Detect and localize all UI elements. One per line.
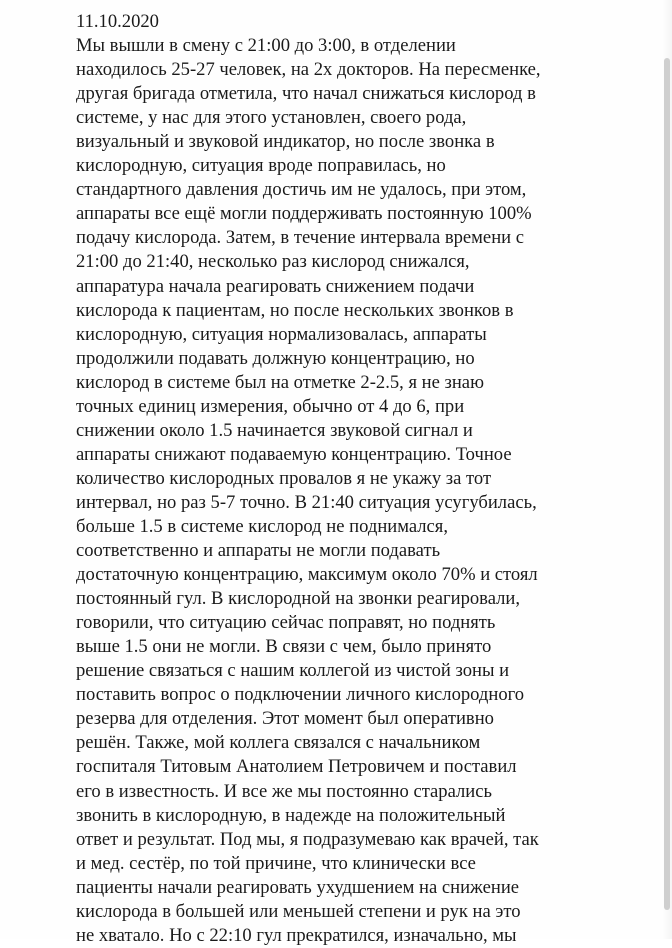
text-line: решён. Также, мой коллега связался с начальником [76,732,481,754]
text-line: количество кислородных провалов я не укажу за тот [76,467,492,489]
text-line: системе, у нас для этого установлен, своего рода, [76,107,467,129]
text-line: его в известность. И все же мы постоянно старались [76,780,492,802]
text-line: резерва для отделения. Этот момент был оперативно [76,708,494,730]
text-line: визуальный и звуковой индикатор, но после звонка в [76,131,495,153]
text-line: кислородную, ситуация нормализовалась, аппараты [76,323,487,345]
text-line: госпиталя Титовым Анатолием Петровичем и поставил [76,756,517,778]
document-date: 11.10.2020 [76,11,159,32]
text-line: кислород в системе был на отметке 2-2.5, я не знаю [76,371,484,393]
text-line: точных единиц измерения, обычно от 4 до 6, при [76,395,465,417]
text-line: аппараты снижают подаваемую концентрацию. Точное [76,443,512,465]
text-line: решение связаться с нашим коллегой из чистой зоны и [76,660,510,682]
text-line: постоянный гул. В кислородной на звонки реагировали, [76,588,520,610]
text-line: соответственно и аппараты не могли подавать [76,540,441,562]
text-line: ответ и результат. Под мы, я подразумеваю как врачей, так [76,828,539,850]
text-line: аппараты все ещё могли поддерживать постоянную 100% [76,203,532,225]
text-line: подачу кислорода. Затем, в течение интервала времени с [76,227,524,249]
text-line: кислорода в большей или меньшей степени и рук на это [76,900,521,922]
text-line: кислорода к пациентам, но после нескольких звонков в [76,299,514,321]
text-line: достаточную концентрацию, максимум около 70% и стоял [76,564,538,586]
text-line: находилось 25-27 человек, на 2х докторов. На пересменке, [76,59,541,81]
text-line: интервал, но раз 5-7 точно. В 21:40 ситуация усугубилась, [76,491,537,513]
text-line: говорили, что ситуацию сейчас поправят, но поднять [76,612,496,634]
vertical-scrollbar[interactable] [664,58,670,910]
text-line: кислородную, ситуация вроде поправилась, но [76,155,446,177]
text-line: аппаратура начала реагировать снижением подачи [76,275,475,297]
text-line: снижении около 1.5 начинается звуковой сигнал и [76,419,473,441]
text-line: 21:00 до 21:40, несколько раз кислород снижался, [76,251,470,273]
text-line: поставить вопрос о подключении личного кислородного [76,684,525,706]
text-line: продолжили подавать должную концентрацию, но [76,347,475,369]
text-line: выше 1.5 они не могли. В связи с чем, было принято [76,636,492,658]
text-line: больше 1.5 в системе кислород не поднимался, [76,515,449,537]
text-line: и мед. сестёр, по той причине, что клинически все [76,852,476,874]
text-line: пациенты начали реагировать ухудшением на снижение [76,876,520,898]
text-line: стандартного давления достичь им не удалось, при этом, [76,179,527,201]
text-line: Мы вышли в смену с 21:00 до 3:00, в отделении [76,35,456,57]
text-line: звонить в кислородную, в надежде на положительный [76,804,506,826]
document-text [76,10,658,948]
text-line: не хватало. Но с 22:10 гул прекратился, изначально, мы [76,924,517,946]
text-line: другая бригада отметила, что начал снижаться кислород в [76,83,536,105]
